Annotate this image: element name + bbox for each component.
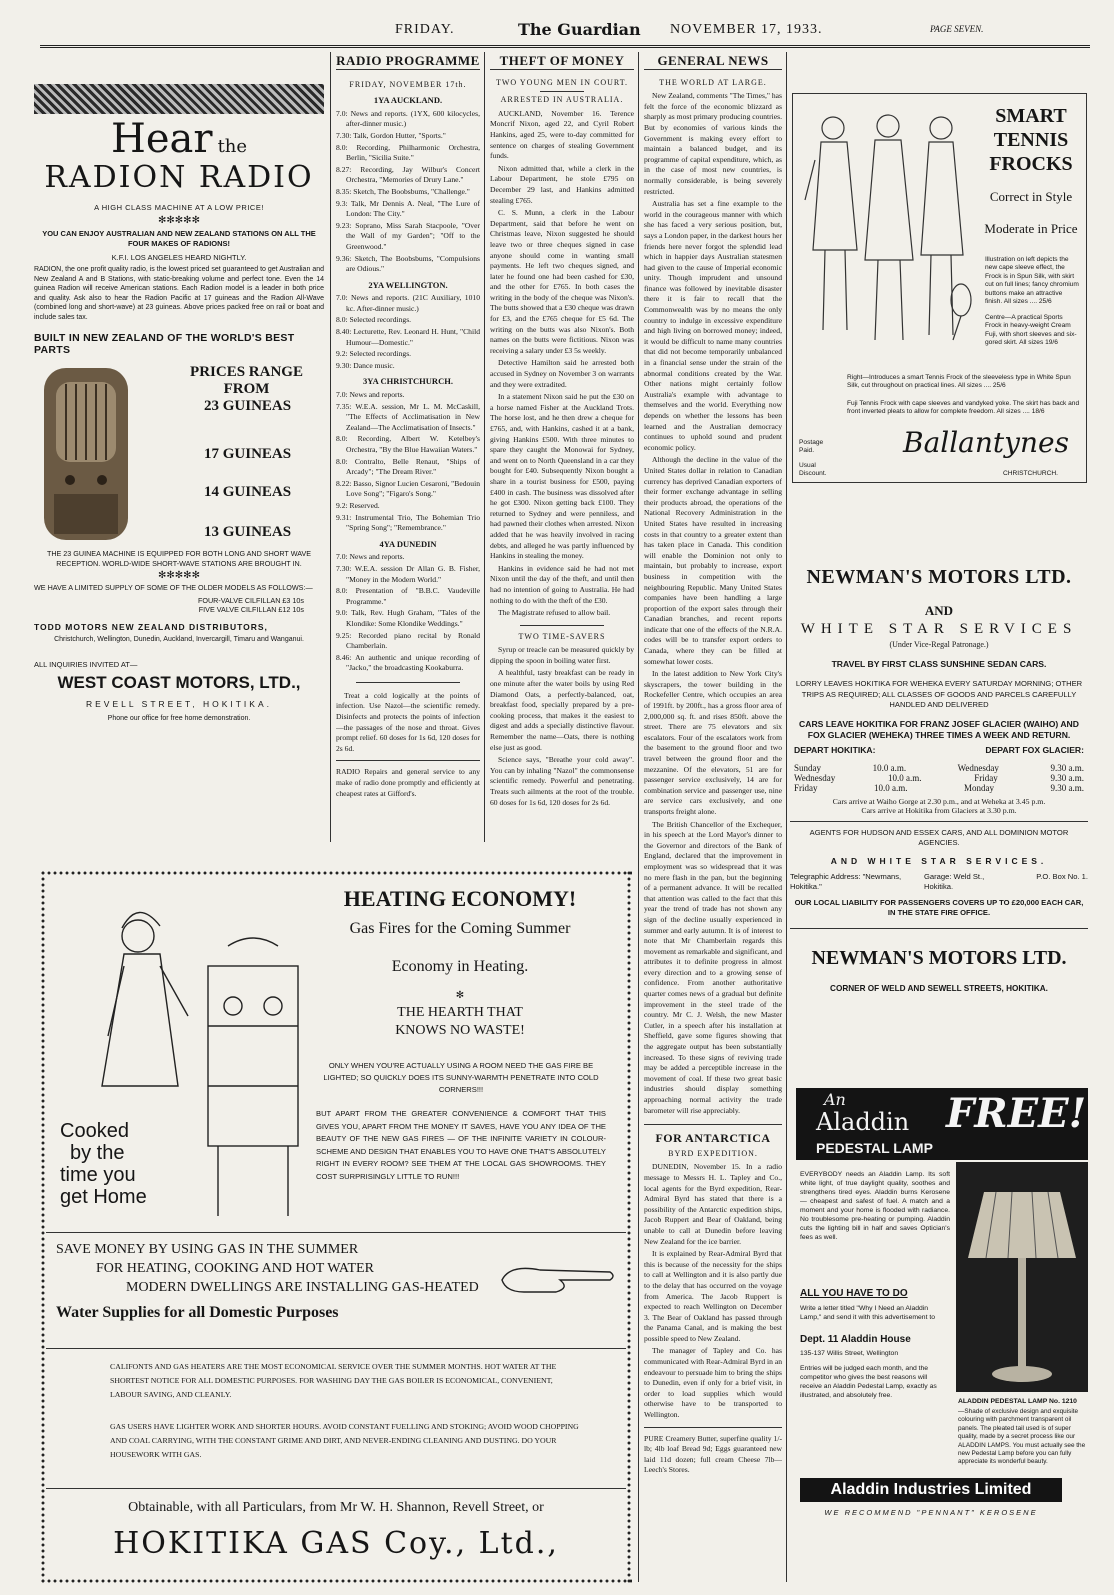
radion-the: the	[217, 136, 248, 157]
tennis-players-illustration-icon	[803, 100, 973, 370]
newmans-title: NEWMAN'S MOTORS LTD.	[806, 566, 1072, 588]
paragraph: C. S. Munn, a clerk in the Labour Department, said that before he went on Christmas leave, Nixon suggested he should leave two or three cheques signed in case anyone should come in wanting small payments. He left two cheques signed, and later he found one had been cashed for £30, and the other for £765. In both cases the writing in the body of the cheque was Nixon's. The butts showed that a £30 cheque was drawn for £3, and the £765 cheque for £5 6d. The writing on the butts was also Nixon's. Both names on the butts were fictitious. Nixon was receiving a salary under £3 5s weekly.	[490, 208, 634, 355]
newmans-garage: Garage: Weld St., Hokitika.	[924, 871, 985, 891]
schedule-d1: Friday	[794, 782, 818, 793]
aladdin-dept: Dept. 11 Aladdin House	[800, 1334, 911, 1345]
column-rule	[484, 52, 485, 842]
radio-stations	[336, 95, 480, 674]
tennis-illus: Illustration on left depicts the new cape sleeve effect, the Frock is in Spun Silk, with skirt cut on full lines; fancy chromium buttons make an attractive finish. All sizes .... 25/6	[985, 256, 1079, 306]
programme-item: 9.2: Reserved.	[336, 500, 380, 510]
price-13: 13 GUINEAS	[204, 524, 292, 540]
schedule-d2: Wednesday	[957, 762, 999, 773]
newmans-title-2: NEWMAN'S MOTORS LTD.	[811, 946, 1067, 969]
theft-sub2: ARRESTED IN AUSTRALIA.	[500, 95, 624, 105]
station-name: 4YA DUNEDIN	[379, 538, 437, 549]
gas-save3: MODERN DWELLINGS ARE INSTALLING GAS-HEATED	[126, 1280, 479, 1295]
ornament-icon: ✻✻✻✻✻	[158, 570, 200, 581]
programme-item: 9.3: Talk, Mr Dennis A. Neal, "The Lure of London: The City."	[336, 198, 480, 219]
programme-item: 7.30: W.E.A. session Dr Allan G. B. Fisher, "Money in the Modern World."	[336, 563, 480, 584]
programme-item: 8.46: An authentic and unique recording of "Jacko," the broadcasting Kookaburra.	[336, 652, 480, 673]
tennis-moderate: Moderate in Price	[984, 221, 1078, 236]
paragraph: Hankins in evidence said he had not met Nixon until the day of the theft, and until then had no intention of going to Australia. He had nothing to do with the theft of the £30.	[490, 563, 634, 605]
column-rule	[330, 52, 331, 842]
radion-tagline: A HIGH CLASS MACHINE AT A LOW PRICE!	[94, 203, 264, 212]
aladdin-lamp-name: ALADDIN PEDESTAL LAMP No. 1210	[958, 1398, 1077, 1405]
programme-item: 8.35: Sketch, The Boobsbums, "Challenge."	[336, 186, 470, 196]
paragraph: Australia has set a fine example to the world in the courageous manner with which she has faced a very serious position, but, says a London paper, in the darkest hours her friends here never forgot the splendid lead which in happier days Australian statesmen had given to the cause of Imperial economic unity. Though imprudent and unsound finance was followed by inevitable disaster there it is fair to recall that the Commonwealth was by no means the only country to indulge in excessive expenditure and high living on borrowed money; indeed, it would be difficult to name many countries that did not become temporarily unbalanced in a financial sense under the strain of the abnormal conditions created by the War. Other nations might certainly follow Australia's example with advantage to themselves and the world. Everything now depends on whether the lessons has been learned and the Australian democracy continues to uphold sound and prudent economic policy.	[644, 199, 782, 452]
ornament-icon: ✻✻✻✻✻	[158, 215, 200, 226]
depart-fox-glacier: DEPART FOX GLACIER:	[985, 744, 1084, 755]
gas-obtain: Obtainable, with all Particulars, from Mr W. H. Shannon, Revell Street, or	[128, 1500, 544, 1515]
gas-califonts: CALIFONTS AND GAS HEATERS ARE THE MOST ECONOMICAL SERVICE OVER THE SUMMER MONTHS. HOT WATER AT THE SHORTEST NOTICE FOR ALL DOMESTIC PURPOSES. FOR WASHING DAY THE GAS BOILER IS ECONOMICAL, CONVENIENT, LABOUR SAVING, AND CLEANLY.	[110, 1362, 557, 1399]
gas-save2: FOR HEATING, COOKING AND HOT WATER	[96, 1261, 374, 1276]
border-dots	[626, 870, 632, 1584]
schedule-d1: Sunday	[794, 762, 821, 773]
paragraph: It is explained by Rear-Admiral Byrd that this is because of the necessity for the ships to call at Wellington and it is also partly due to the delay that has occurred on the voyage from America. The Jacob Ruppert is expected to reach Wellington on December 3. The Bear of Oakland has passed through the Panama Canal, and is making the best possible speed to New Zealand.	[644, 1249, 782, 1343]
pedestal-lamp-icon	[956, 1162, 1088, 1392]
time-savers-body	[490, 645, 634, 808]
gas-save1: SAVE MONEY BY USING GAS IN THE SUMMER	[56, 1242, 359, 1257]
aladdin-an: An	[824, 1090, 846, 1109]
gas-only: ONLY WHEN YOU'RE ACTUALLY USING A ROOM NEED THE GAS FIRE BE LIGHTED; SO QUICKLY DOES ITS SUNNY-WARMTH PENETRATE INTO COLD CORNERS!!!	[323, 1061, 599, 1094]
programme-item: 9.36: Sketch, The Boobsbums, "Compulsions are Odious."	[336, 253, 480, 274]
schedule-d2: Monday	[964, 782, 994, 793]
newmans-and: AND	[924, 603, 954, 618]
general-news-column	[644, 56, 782, 1586]
radion-phone: Phone our office for free home demonstration.	[107, 715, 251, 722]
newmans-agents: AGENTS FOR HUDSON AND ESSEX CARS, AND ALL DOMINION MOTOR AGENCIES.	[809, 827, 1069, 847]
radion-hear: Hear	[110, 116, 213, 162]
radion-limited: WE HAVE A LIMITED SUPPLY OF SOME OF THE OLDER MODELS AS FOLLOWS:—	[34, 583, 313, 592]
masthead	[40, 18, 1090, 48]
radio-repairs-ad: RADIO Repairs and general service to any make of radio done promptly and efficiently at cheapest rates at Gifford's.	[336, 767, 480, 798]
masthead-date: NOVEMBER 17, 1933.	[670, 22, 823, 37]
gas-ad	[40, 870, 632, 1585]
cooked-line-1: Cooked	[60, 1120, 129, 1142]
gas-title: HEATING ECONOMY!	[343, 886, 577, 911]
radion-enjoy: YOU CAN ENJOY AUSTRALIAN AND NEW ZEALAND STATIONS ON ALL THE FOUR MAKES OF RADIONS!	[42, 229, 316, 248]
tennis-frocks-ad	[792, 93, 1087, 483]
tennis-correct: Correct in Style	[989, 189, 1073, 204]
programme-item: 8.27: Recording, Jay Wilbur's Concert Orchestra, "Memories of Drury Lane."	[336, 164, 480, 185]
newmans-schedule	[790, 763, 1088, 793]
radion-equip: THE 23 GUINEA MACHINE IS EQUIPPED FOR BOTH LONG AND SHORT WAVE RECEPTION. WORLD-WIDE SHORT-WAVE STATIONS ARE BROUGHT IN.	[46, 549, 312, 568]
paragraph: A healthful, tasty breakfast can be ready in one minute after the water boils by using Red Diamond Oats, a perfectly-balanced, oat, breakfast food, specially prepared by a pre-cooking process, that makes it the easiest to digest and adds a specially distinctive flavour. Remember the name—Oats, there is nothing else just as good.	[490, 668, 634, 752]
column-rule	[786, 52, 787, 1582]
time-savers-title: TWO TIME-SAVERS	[518, 631, 606, 641]
radion-distributors: TODD MOTORS NEW ZEALAND DISTRIBUTORS,	[34, 621, 268, 632]
newmans-box: P.O. Box No. 1.	[1036, 871, 1088, 881]
paragraph: In a statement Nixon said he put the £30 on a horse named Fisher at the Auckland Trots. The horse lost, and he then drew a cheque for £765, and, with Hankins, cashed it at a bank, giving Hankins £500. With three minutes to spare they caught the Monowai for Sydney, and went on to North Queensland in a car they bought for £40. Subsequently Nixon bought a share in a tourist business for £500, paying £400 in cash. The business was dissolved after he got £300. Nixon getting back £100. They returned to Sydney and were penniless, and had pawned their clothes when arrested. Nixon added that he was heavily involved in racing debts, and alleged he was partly influenced by Hankins in stealing the money.	[490, 392, 634, 561]
schedule-row	[790, 763, 1088, 773]
programme-item: 9.25: Recorded piano recital by Ronald Chamberlain.	[336, 630, 480, 651]
radion-title: RADION RADIO	[44, 160, 314, 195]
programme-item: 9.23: Soprano, Miss Sarah Stacpoole, "Over the Wall of my Garden"; "Off to the Greenwood."	[336, 220, 480, 251]
paragraph: In the latest addition to New York City's skyscrapers, the tower building in the Rockefeller Centre, which occupies an area of 1991ft. by 200ft., has a gross floor area of 2,000,000 sq. ft. and rises 850ft. above the street. There are 75 elevators and six escalators. Four of the escalators work from the basement to the ground floor and two travel between the ground floor and the mezzanine. Of the elevators, 51 are for passenger service exclusively, 14 are for combination service and passenger use, nine are service cars exclusively, and one transports freight alone.	[644, 669, 782, 816]
general-news-title: GENERAL NEWS	[644, 56, 782, 70]
radion-built: BUILT IN NEW ZEALAND OF THE WORLD'S BEST PARTS	[34, 332, 295, 356]
aladdin-name: Aladdin	[816, 1108, 910, 1136]
station-name: 2YA WELLINGTON.	[368, 279, 448, 290]
border-dots	[40, 870, 46, 1584]
antarctica-body	[644, 1162, 782, 1420]
radion-five-valve: FIVE VALVE CILFILLAN £12 10s	[198, 604, 304, 614]
gas-apart: BUT APART FROM THE GREATER CONVENIENCE & COMFORT THAT THIS GIVES YOU, APART FROM THE MONEY IT SAVES, HAVE YOU ANY IDEA OF THE BEAUTY OF THE NEW GAS FIRES — OF THE INFINITE VARIETY IN COLOUR-SCHEME AND DESIGN THAT ENABLES YOU TO HAVE ONE THAT'S ABSOLUTELY RIGHT IN EVERY ROOM? SEE THEM AT THE LOCAL GAS SHOWROOMS. THEY COST SURPRISINGLY LITTLE TO RUN!!!	[316, 1109, 606, 1181]
price-14: 14 GUINEAS	[204, 484, 292, 500]
aladdin-address: 135-137 Willis Street, Wellington	[800, 1350, 899, 1357]
column-rule	[638, 52, 639, 1582]
butter-ad: PURE Creamery Butter, superfine quality 1/- lb; 4lb loaf Bread 9d; Eggs guaranteed new laid 11d dozen; full cream Cheese 7lb—Leech's Stores.	[644, 1433, 782, 1475]
radion-street: REVELL STREET, HOKITIKA.	[86, 699, 272, 709]
theft-sub1: TWO YOUNG MEN IN COURT.	[495, 77, 629, 87]
programme-item: 7.35: W.E.A. session, Mr L. M. McCaskill, "The Effects of Acclimatisation in New Zealand—The Acclimatisation of Insects."	[336, 401, 480, 432]
general-news-sub: THE WORLD AT LARGE.	[659, 77, 767, 87]
price-23: 23 GUINEAS	[204, 398, 292, 414]
paragraph: The manager of Tapley and Co. has communicated with Rear-Admiral Byrd in an endeavour to persuade him to bring the ships to Dunedin, even if only for a brief visit, in order to load supplies which would otherwise have to be transported to Wellington.	[644, 1346, 782, 1420]
newmans-corner: CORNER OF WELD AND SEWELL STREETS, HOKITIKA.	[830, 983, 1048, 993]
price-17: 17 GUINEAS	[204, 446, 292, 462]
radion-banner-pattern	[34, 84, 324, 114]
programme-item: 7.0: News and reports. (1YX, 600 kilocycles, after-dinner music.)	[336, 108, 480, 129]
hokitika-gas-company: HOKITIKA GAS Coy., Ltd.,	[113, 1526, 559, 1561]
gas-hearth: THE HEARTH THAT KNOWS NO WASTE!	[395, 1005, 525, 1038]
schedule-t2: 9.30 a.m.	[1050, 782, 1084, 793]
newmans-patron: (Under Vice-Regal Patronage.)	[889, 640, 989, 649]
gas-sub2: Economy in Heating.	[391, 958, 529, 975]
programme-item: 9.30: Dance music.	[336, 360, 395, 370]
radion-four-valve: FOUR-VALVE CILFILLAN £3 10s	[198, 595, 304, 605]
programme-item: 8.40: Lecturette, Rev. Leonard H. Hunt, "Child Humour—Domestic."	[336, 327, 480, 347]
masthead-day: FRIDAY.	[395, 22, 455, 37]
schedule-t2: 9.30 a.m.	[1050, 772, 1084, 783]
newmans-arrive2: Cars arrive at Hokitika from Glaciers at 3.30 p.m.	[861, 805, 1017, 815]
aladdin-shade: —Shade of exclusive design and exquisite colouring with parchment transparent oil panels. The pleated tail used is of super quality, made by a secret process like our ALADDIN LAMPS. You must actually see the new Pedestal Lamp before you can fully appreciate its wonderful beauty.	[958, 1408, 1086, 1466]
tennis-city: CHRISTCHURCH.	[1003, 470, 1058, 477]
radio-date: FRIDAY, NOVEMBER 17th.	[349, 79, 467, 89]
antarctica-sub: BYRD EXPEDITION.	[668, 1148, 758, 1158]
programme-item: 9.31: Instrumental Trio, The Bohemian Trio "Spring Song"; "Remembrance."	[336, 512, 480, 533]
tennis-postage: Postage Paid.	[799, 439, 824, 454]
border-dots	[40, 1578, 632, 1584]
radio-programme-title: RADIO PROGRAMME	[336, 56, 480, 68]
radion-range: PRICES RANGE FROM	[190, 364, 303, 397]
programme-item: 7.0: News and reports.	[336, 552, 405, 562]
tennis-centre: Centre—A practical Sports Frock in heavy-weight Cream Fuji, with short sleeves and six-gored skirt. All sizes 19/6	[985, 314, 1077, 347]
aladdin-free: FREE!	[946, 1090, 1087, 1137]
aladdin-ad	[796, 1088, 1088, 1528]
aladdin-body: EVERYBODY needs an Aladdin Lamp. Its soft white light, of true daylight quality, soothes and strengthens tired eyes. Aladdin burns Kerosene — cheapest and safest of fuel. A match and a moment and your home is flooded with radiance. No troublesome pre-heating or pumping. Aladdin cuts the lighting bill in half and saves Optician's fees as well.	[800, 1171, 950, 1241]
newmans-arrive1: Cars arrive at Waiho Gorge at 2.30 p.m., and at Weheka at 3.45 p.m.	[832, 796, 1046, 806]
masthead-page: PAGE SEVEN.	[930, 24, 984, 34]
programme-item: 7.0: News and reports.	[336, 390, 405, 400]
depart-hokitika: DEPART HOKITIKA:	[794, 744, 876, 755]
schedule-t1: 10.0 a.m.	[874, 782, 908, 793]
antarctica-title: FOR ANTARCTICA	[655, 1131, 771, 1146]
radio-cabinet-icon	[36, 362, 136, 547]
aladdin-recommend: WE RECOMMEND "PENNANT" KEROSENE	[824, 1508, 1038, 1517]
theft-body	[490, 109, 634, 619]
schedule-d1: Wednesday	[794, 772, 836, 783]
programme-item: 9.0: Talk, Rev. Hugh Graham, "Tales of the Klondike: Some Klondike Weddings."	[336, 608, 480, 628]
programme-item: 8.0: Selected recordings.	[336, 315, 412, 325]
border-dots	[40, 870, 632, 876]
theft-of-money-column	[490, 56, 634, 836]
programme-item: 7.30: Talk, Gordon Hutter, "Sports."	[336, 130, 446, 140]
paragraph: Science says, "Breathe your cold away". You can by inhaling "Nazol" the commonsense scientific remedy. Powerful and penetrating. Treats such ailments at the root of the trouble. 60 doses for 1s 6d, 120 doses for 2s 6d.	[490, 755, 634, 807]
paragraph: Although the decline in the value of the United States dollar in relation to Canadian currency has deprived Canadian exporters of their former exchange advantage in selling their products abroad, the operations of the National Recovery Administration in the United States have resulted in increasing costs in that country to a greater extent than has taken place in Canada. This condition will enable the Dominion not only to maintain, but probably to increase, export business in competition with the neighbouring Republic. Many United States companies have been handling a large proportion of the export sales through their Canadian branches, and recent reports indicate that one of the effects of the N.R.A. codes will be to transfer export orders to Canada, where they can be filled at somewhat lower costs.	[644, 455, 782, 666]
theft-title: THEFT OF MONEY	[490, 56, 634, 70]
radio-programme-column	[336, 56, 480, 836]
paragraph: DUNEDIN, November 15. In a radio message to Messrs H. L. Tapley and Co., local agents for the Byrd expedition, Rear-Admiral Byrd has stated that there is a possibility of the Antarctic expedition ships, Jacob Ruppert and Bear of Oakland, being unable to call at Dunedin before leaving New Zealand for the ice barrier.	[644, 1162, 782, 1246]
programme-item: 8.0: Presentation of "B.B.C. Vaudeville Programme."	[336, 586, 480, 606]
ballantynes-logo: Ballantynes	[903, 426, 1069, 459]
gas-save4: Water Supplies for all Domestic Purposes	[56, 1304, 339, 1321]
newmans-cars: CARS LEAVE HOKITIKA FOR FRANZ JOSEF GLACIER (WAIHO) AND FOX GLACIER (WEHEKA) THREE TIMES A WEEK AND RETURN.	[799, 718, 1079, 740]
west-coast-motors: WEST COAST MOTORS, LTD.,	[57, 673, 301, 692]
tennis-h3: FROCKS	[989, 153, 1073, 175]
aladdin-pedestal: PEDESTAL LAMP	[816, 1140, 933, 1156]
gas-sub1: Gas Fires for the Coming Summer	[349, 920, 571, 937]
newmans-lorry: LORRY LEAVES HOKITIKA FOR WEHEKA EVERY SATURDAY MORNING; OTHER TRIPS AS REQUIRED; ALL CLASSES OF GOODS AND PARCELS CAREFULLY HANDLED AND DELIVERED	[795, 679, 1083, 709]
pointing-hand-icon	[500, 1258, 620, 1298]
paragraph: New Zealand, comments "The Times," has felt the force of the economic blizzard as sharply as most primary producing countries. But by economies of various kinds the Government is making every effort to maintain a balanced budget, and its programme of capital expenditure, which, as in the case of most new countries, is normally considerable, is being severely restricted.	[644, 91, 782, 196]
aladdin-banner	[796, 1088, 1088, 1160]
programme-item: 8.0: Recording, Philharmonic Orchestra, Berlin, "Sicilia Suite."	[336, 142, 480, 163]
programme-item: 7.0: News and reports. (21C Auxiliary, 1010 kc. After-dinner music.)	[336, 293, 480, 313]
radion-cities: Christchurch, Wellington, Dunedin, Auckland, Invercargill, Timaru and Wanganui.	[54, 635, 304, 643]
programme-item: 9.2: Selected recordings.	[336, 349, 412, 359]
programme-item: 8.22: Basso, Signor Lucien Cesaroni, "Bedouin Love Song"; "Figaro's Song."	[336, 478, 480, 499]
newmans-motors-ad	[790, 566, 1088, 1036]
ornament-icon: ✻	[455, 990, 465, 1001]
paragraph: Detective Hamilton said he arrested both accused in Sydney on November 3 on warrants and they were extradited.	[490, 358, 634, 389]
newmans-telegraphic: Telegraphic Address: "Newmans, Hokitika."	[790, 871, 902, 891]
tennis-fuji: Fuji Tennis Frock with cape sleeves and vandyked yoke. The skirt has back and front inverted pleats to allow for complete freedom. All sizes .... 18/6	[847, 400, 1080, 416]
masthead-paper: The Guardian	[518, 20, 641, 39]
schedule-row	[790, 783, 1088, 793]
radion-body: RADION, the one profit quality radio, is the lowest priced set guaranteed to get Australian and New Zealand A and B Stations, with static-breaking volume and perfect tone. Even the 14 guinea Radion will receive American stations. Each Radion model is a leader in both price and quality. Ask also to hear the Radion Pacific at 17 guineas and the Radion All-Wave (combined long and short-wave) at 23 guineas. Above prices packed free on rail or boat and include sales tax.	[34, 266, 324, 321]
aladdin-industries: Aladdin Industries Limited	[800, 1478, 1062, 1502]
programme-item: 8.0: Contralto, Belle Renaut, "Ships of Arcady"; "The Dream River."	[336, 456, 480, 477]
aladdin-lamp-image	[956, 1162, 1088, 1392]
radion-radio-ad	[34, 84, 324, 824]
tennis-h1: SMART	[995, 105, 1067, 127]
schedule-d2: Friday	[974, 772, 998, 783]
paragraph: Syrup or treacle can be measured quickly by dipping the spoon in boiling water first.	[490, 645, 634, 665]
aladdin-todo: ALL YOU HAVE TO DO	[800, 1288, 908, 1299]
newmans-travel: TRAVEL BY FIRST CLASS SUNSHINE SEDAN CARS.	[831, 659, 1047, 669]
schedule-row	[790, 773, 1088, 783]
station-name: 3YA CHRISTCHURCH.	[363, 376, 453, 387]
schedule-t1: 10.0 a.m.	[872, 762, 907, 773]
paragraph: The British Chancellor of the Exchequer, in his speech at the Lord Mayor's dinner to the Governor and directors of the Bank of England, declared that the improvement in employment was so widespread that it was no mere flash in the pan, but the beginning of a permanent advance. It will be recalled that attention was called to the fact that this year the trend of trade has not shown any sign of the decline usually experienced in summer and early autumn. It is of interest to note that Mr Chamberlain regards this movement as remarkable and significant, and attributes it to definite progress in almost every direction and to a growing sense of confidence. From another authoritative quarter comes news of a gradual but definite improvement in the steel trade of the country. Mr C. J. Welsh, the new Master Cutler, in a speech after his installation at Sheffield, gave some figures showing that the aggregate output has been substantially increased. To these signs of reviving trade may be added a perceptible increase in the movement of coal. If these two great basic industries should display something approaching normal activity the trade barometer will rise appreciably.	[644, 819, 782, 1115]
tennis-right: Right—Introduces a smart Tennis Frock of the sleeveless type in White Spun Silk, cut throughout on practical lines. All sizes .... 25/6	[847, 374, 1071, 390]
radion-kfi: K.F.I. LOS ANGELES HEARD NIGHTLY.	[111, 253, 247, 262]
cooked-line-4: get Home	[60, 1186, 147, 1208]
gas-users: GAS USERS HAVE LIGHTER WORK AND SHORTER HOURS. AVOID CONSTANT FUELLING AND STOKING; AVOID WOOD CHOPPING AND COAL CARRYING, WITH THE CONSTANT GRIME AND DIRT, AND NEVER-ENDING CLEANING AND DUSTING. DO YOUR HOUSEWORK WITH GAS.	[110, 1422, 579, 1459]
paragraph: The Magistrate refused to allow bail.	[498, 608, 611, 618]
station-name: 1YA AUCKLAND.	[373, 95, 443, 106]
general-news-body	[644, 91, 782, 1116]
cooked-line-2: by the	[70, 1142, 125, 1164]
aladdin-entries: Entries will be judged each month, and the competitor who gives the best reasons will receive an Aladdin Pedestal Lamp, exactly as illustrated, and absolutely free.	[800, 1365, 937, 1399]
tennis-discount: Usual Discount.	[799, 462, 827, 477]
paragraph: AUCKLAND, November 16. Terence Moncrif Nixon, aged 22, and Cyril Robert Hankins, aged 25, were to-day committed for sentence on charges of stealing Government funds.	[490, 108, 634, 161]
newmans-white-star: AND WHITE STAR SERVICES.	[830, 855, 1048, 866]
schedule-t1: 10.0 a.m.	[888, 772, 922, 783]
newmans-liability: OUR LOCAL LIABILITY FOR PASSENGERS COVERS UP TO £20,000 EACH CAR, IN THE STATE FIRE OFFICE.	[794, 897, 1084, 917]
white-star-services: WHITE STAR SERVICES	[800, 621, 1078, 637]
cooked-line-3: time you	[60, 1164, 136, 1186]
nazol-ad: Treat a cold logically at the points of infection. Use Nazol—the scientific remedy. Disinfects and protects the points of infection —the passages of the nose and throat. Gives prompt relief. 60 doses for 1s 6d, 120 doses for 2s 6d.	[336, 690, 480, 753]
programme-item: 8.0: Recording, Albert W. Ketelbey's Orchestra, "By the Blue Hawaiian Waters."	[336, 434, 480, 454]
radion-inquiries: ALL INQUIRIES INVITED AT—	[34, 660, 138, 669]
tennis-h2: TENNIS	[993, 129, 1069, 151]
schedule-t2: 9.30 a.m.	[1050, 762, 1084, 773]
paragraph: Nixon admitted that, while a clerk in the Labour Department, he stole £795 on December 29 last, and Hankins admitted stealing £765.	[490, 163, 634, 205]
aladdin-write: Write a letter titled "Why I Need an Aladdin Lamp," and send it with this advertisement to	[800, 1305, 936, 1321]
